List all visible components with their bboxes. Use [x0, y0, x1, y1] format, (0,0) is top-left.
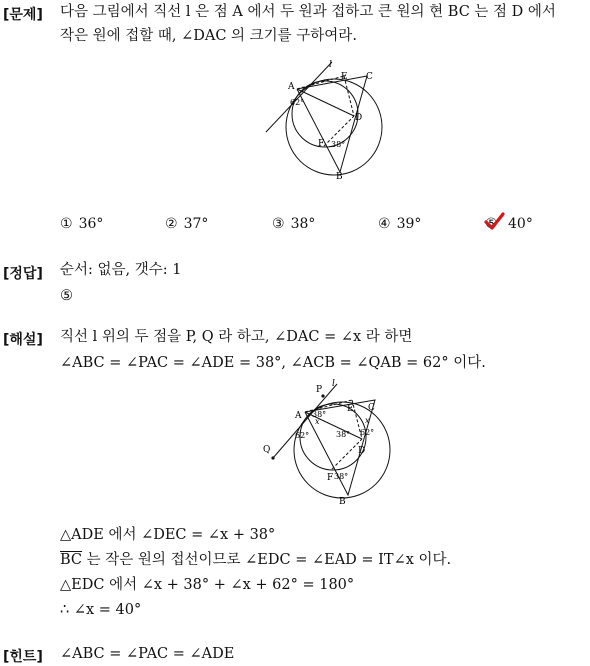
problem-text-line2: 작은 원에 접할 때, ∠DAC 의 크기를 구하여라. [60, 28, 357, 44]
problem-figure [260, 60, 390, 180]
solution-line5: △EDC 에서 ∠x + 38° + ∠x + 62° = 180° [60, 577, 355, 593]
angle-38-c: 38° [334, 472, 349, 481]
solution-tag: [해설] [3, 332, 43, 348]
checkmark-icon [483, 211, 505, 233]
label-C: C [366, 72, 373, 82]
solution-line6: ∴ ∠x = 40° [60, 602, 142, 618]
choice-5[interactable]: ⑤ 40° [485, 216, 533, 232]
angle-62-a: 62° [295, 431, 310, 440]
answer-line2: ⑤ [60, 288, 73, 304]
solution-line3: △ADE 에서 ∠DEC = ∠x + 38° [60, 527, 276, 543]
angle-x-1: x [315, 417, 320, 426]
label-B: B [339, 497, 346, 507]
label-l: l [332, 379, 335, 389]
label-A: A [288, 82, 295, 92]
answer-tag: [정답] [3, 266, 43, 282]
problem-text-line1: 다음 그림에서 직선 l 은 점 A 에서 두 원과 접하고 큰 원의 현 BC 는 점 D 에서 [60, 4, 556, 20]
angle-62: 62° [290, 98, 305, 107]
label-D: D [355, 113, 363, 123]
answer-line1: 순서: 없음, 갯수: 1 [60, 262, 182, 278]
label-P: P [316, 385, 323, 395]
label-l: l [329, 60, 332, 70]
angle-38-b: 38° [336, 430, 351, 439]
choice-4[interactable]: ④ 39° [378, 216, 422, 232]
solution-line1: 직선 l 위의 두 점을 P, Q 라 하고, ∠DAC = ∠x 라 하면 [60, 329, 413, 345]
choice-2[interactable]: ② 37° [165, 216, 209, 232]
solution-line2: ∠ABC = ∠PAC = ∠ADE = 38°, ∠ACB = ∠QAB = 62° 이다. [60, 355, 486, 371]
label-E: E [347, 404, 354, 414]
hint-line1: ∠ABC = ∠PAC = ∠ADE [60, 646, 235, 662]
solution-line4: $\overline{BC}$ 는 작은 원의 접선이므로 ∠EDC = ∠EAD = IT∠x 이다. [60, 552, 452, 568]
segment-bc: $\overline{BC}$ [60, 552, 83, 568]
angle-38-a: 38° [312, 410, 327, 419]
label-E: E [341, 72, 348, 82]
label-C: C [368, 403, 375, 413]
angle-62-b: 62° [360, 428, 375, 437]
label-D: D [358, 446, 366, 456]
angle-x-2: x [365, 416, 370, 425]
angle-38: 38° [331, 140, 346, 149]
hint-tag: [힌트] [3, 649, 43, 665]
choice-3[interactable]: ③ 38° [272, 216, 316, 232]
problem-tag: [문제] [3, 7, 43, 23]
label-A: A [295, 411, 302, 421]
solution-figure [255, 378, 395, 510]
label-Q: Q [263, 445, 271, 455]
label-F: F [318, 139, 325, 149]
label-B: B [336, 172, 343, 180]
label-F: F [327, 473, 334, 483]
choice-1[interactable]: ① 36° [60, 216, 104, 232]
